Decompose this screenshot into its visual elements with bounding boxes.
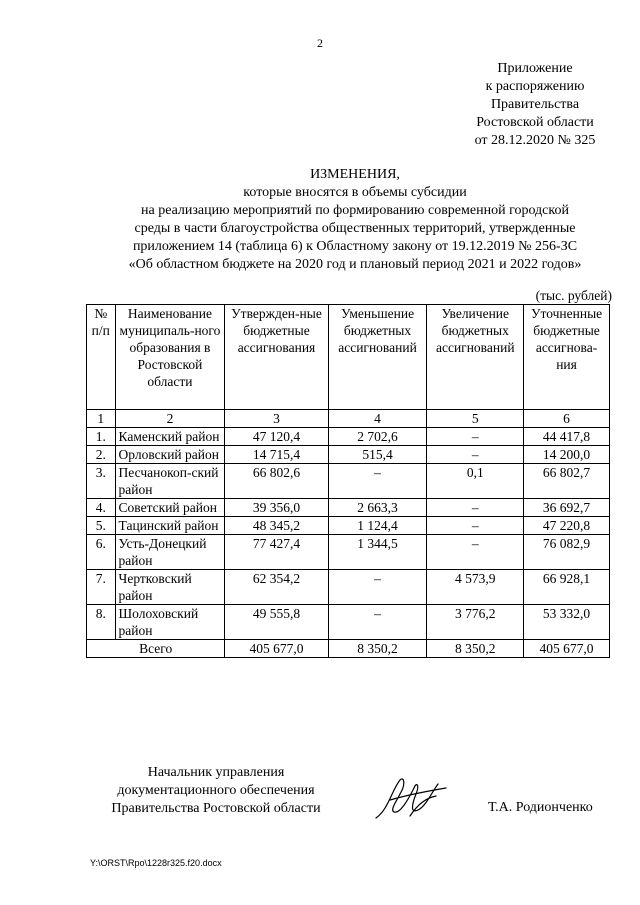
row-revised: 36 692,7 [524, 499, 610, 517]
column-number: 2 [115, 410, 225, 428]
column-number: 4 [328, 410, 427, 428]
row-name: Тацинский район [115, 517, 225, 535]
header-increase: Увеличение бюджетных ассигнований [427, 305, 524, 410]
row-revised: 44 417,8 [524, 428, 610, 446]
header-row [87, 305, 610, 410]
header-name: Наименование муниципаль-ного образования в Ростовской области [115, 305, 225, 410]
row-approved: 48 345,2 [225, 517, 328, 535]
column-number: 6 [524, 410, 610, 428]
row-increase: – [427, 446, 524, 464]
row-increase: 4 573,9 [427, 570, 524, 605]
title-line: приложением 14 (таблица 6) к Областному закону от 19.12.2019 № 256-ЗС [132, 239, 578, 254]
row-num: 5. [87, 517, 116, 535]
column-number-row [87, 410, 610, 428]
title-line: ИЗМЕНЕНИЯ, [310, 167, 400, 182]
column-number: 3 [225, 410, 328, 428]
row-increase: 0,1 [427, 464, 524, 499]
row-num: 2. [87, 446, 116, 464]
row-name: Чертковский район [115, 570, 225, 605]
row-approved: 66 802,6 [225, 464, 328, 499]
row-approved: 14 715,4 [225, 446, 328, 464]
table-row [87, 570, 610, 605]
row-num: 1. [87, 428, 116, 446]
row-approved: 49 555,8 [225, 605, 328, 640]
row-revised: 66 928,1 [524, 570, 610, 605]
appendix-line: Приложение [497, 61, 573, 76]
row-decrease: – [328, 570, 427, 605]
total-revised: 405 677,0 [524, 640, 610, 658]
total-row [87, 640, 610, 658]
total-approved: 405 677,0 [225, 640, 328, 658]
row-num: 3. [87, 464, 116, 499]
page-number: 2 [317, 36, 323, 50]
row-name: Шолоховский район [115, 605, 225, 640]
signer-line: Правительства Ростовской области [111, 801, 321, 816]
row-increase: – [427, 517, 524, 535]
row-increase: – [427, 428, 524, 446]
appendix-line: к распоряжению [485, 79, 585, 94]
row-num: 7. [87, 570, 116, 605]
title-line: которые вносятся в объемы субсидии [243, 185, 467, 200]
table-row [87, 446, 610, 464]
appendix-block [440, 60, 630, 150]
signer-line: документационного обеспечения [117, 783, 315, 798]
row-name: Советский район [115, 499, 225, 517]
document-title [60, 166, 640, 274]
row-decrease: 1 344,5 [328, 535, 427, 570]
row-approved: 47 120,4 [225, 428, 328, 446]
handwritten-signature [370, 770, 450, 826]
signer-line: Начальник управления [147, 765, 285, 780]
row-approved: 62 354,2 [225, 570, 328, 605]
row-revised: 53 332,0 [524, 605, 610, 640]
row-name: Орловский район [115, 446, 225, 464]
row-revised: 14 200,0 [524, 446, 610, 464]
row-decrease: 515,4 [328, 446, 427, 464]
header-approved: Утвержден-ные бюджетные ассигнования [225, 305, 328, 410]
units-label: (тыс. рублей) [535, 288, 612, 303]
row-approved: 39 356,0 [225, 499, 328, 517]
row-increase: 3 776,2 [427, 605, 524, 640]
column-number: 1 [87, 410, 116, 428]
row-approved: 77 427,4 [225, 535, 328, 570]
row-revised: 47 220,8 [524, 517, 610, 535]
title-line: «Об областном бюджете на 2020 год и плановый период 2021 и 2022 годов» [128, 257, 582, 272]
row-decrease: 2 663,3 [328, 499, 427, 517]
title-line: на реализацию мероприятий по формированию современной городской [141, 203, 569, 218]
row-num: 8. [87, 605, 116, 640]
row-name: Каменский район [115, 428, 225, 446]
table-row [87, 535, 610, 570]
header-revised: Уточненные бюджетные ассигнова-ния [524, 305, 610, 410]
row-increase: – [427, 499, 524, 517]
total-label: Всего [87, 640, 225, 658]
budget-table [86, 304, 610, 658]
table-row [87, 499, 610, 517]
appendix-line: Правительства [490, 97, 580, 112]
appendix-line: Ростовской области [476, 115, 594, 130]
table-row [87, 464, 610, 499]
row-decrease: 1 124,4 [328, 517, 427, 535]
row-name: Песчанокоп-ский район [115, 464, 225, 499]
row-decrease: 2 702,6 [328, 428, 427, 446]
row-name: Усть-Донецкий район [115, 535, 225, 570]
signer-name: Т.А. Родионченко [488, 800, 593, 815]
signer-position [86, 764, 346, 818]
title-line: среды в части благоустройства общественных территорий, утвержденные [134, 221, 576, 236]
total-decrease: 8 350,2 [328, 640, 427, 658]
file-path: Y:\ORST\Rpo\1228r325.f20.docx [90, 858, 222, 868]
table-row [87, 428, 610, 446]
appendix-line: от 28.12.2020 № 325 [474, 133, 596, 148]
row-num: 6. [87, 535, 116, 570]
row-num: 4. [87, 499, 116, 517]
row-decrease: – [328, 464, 427, 499]
table-row [87, 605, 610, 640]
row-decrease: – [328, 605, 427, 640]
total-increase: 8 350,2 [427, 640, 524, 658]
header-decrease: Уменьшение бюджетных ассигнований [328, 305, 427, 410]
table-row [87, 517, 610, 535]
row-revised: 76 082,9 [524, 535, 610, 570]
header-num: № п/п [87, 305, 116, 410]
row-revised: 66 802,7 [524, 464, 610, 499]
column-number: 5 [427, 410, 524, 428]
row-increase: – [427, 535, 524, 570]
